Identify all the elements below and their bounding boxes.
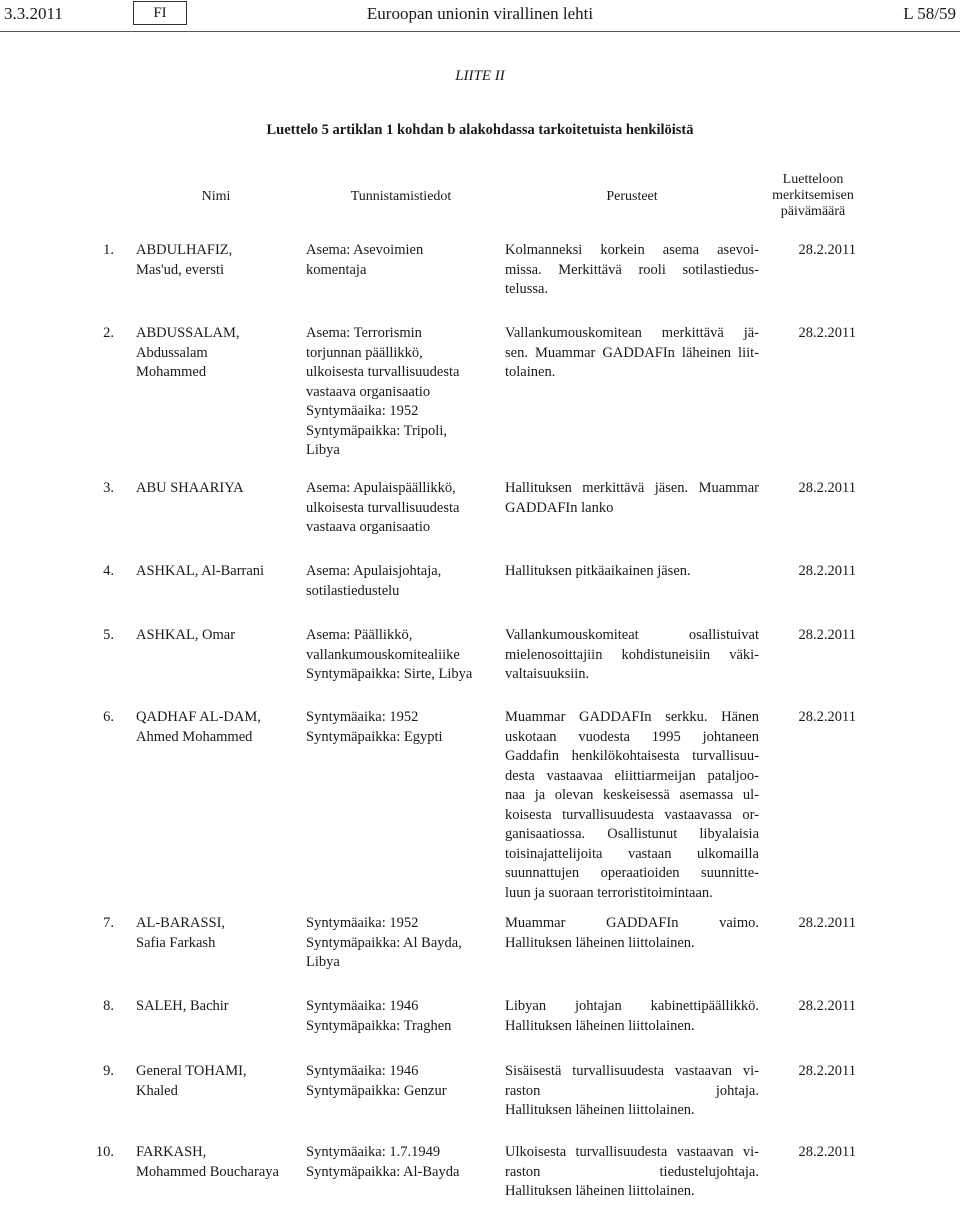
identifying-info-line: Syntymäpaikka: Al-Bayda (306, 1163, 460, 1180)
listing-reasons (505, 562, 759, 582)
column-header-listing-date (770, 172, 856, 220)
listing-reasons-line: Muammar GADDAFIn serkku. Hänen (505, 709, 759, 725)
person-name (136, 1143, 296, 1182)
identifying-info-line: ulkoisesta turvallisuudesta (306, 364, 460, 380)
person-name-line: ABU SHAARIYA (136, 480, 244, 496)
identifying-info-line: Asema: Päällikkö, (306, 627, 413, 643)
identifying-info-line: vastaava organisaatio (306, 519, 431, 535)
listing-reasons-line: raston johtaja. (505, 1082, 759, 1099)
listing-reasons-line: ganisaatiossa. Osallistunut libyalaisia (505, 826, 759, 842)
person-name (136, 562, 296, 582)
person-name-line: Mohammed Boucharaya (136, 1163, 279, 1180)
listing-reasons-line: Muammar GADDAFIn vaimo. (505, 915, 759, 931)
identifying-info (306, 1062, 496, 1101)
person-name-line: AL-BARASSI, (136, 915, 226, 931)
person-name (136, 708, 296, 747)
row-number: 3. (103, 480, 114, 496)
person-name-line: Ahmed Mohammed (136, 728, 253, 745)
listing-reasons (505, 241, 759, 300)
person-name-line: Mas'ud, eversti (136, 261, 224, 278)
row-number: 5. (103, 627, 114, 643)
identifying-info-line: Asema: Terrorismin (306, 325, 422, 341)
listing-reasons (505, 1143, 759, 1202)
listing-reasons-line: Hallituksen merkittävä jäsen. Muammar (505, 480, 759, 496)
row-number: 4. (103, 563, 114, 579)
identifying-info-line: Asema: Apulaisjohtaja, (306, 563, 442, 579)
person-name (136, 241, 296, 280)
listing-reasons-line: suunnattujen operaatioiden suunnitte- (505, 865, 759, 881)
row-number: 2. (103, 325, 114, 341)
column-header-listing-date-line: Luetteloon (782, 172, 844, 187)
person-name-line: ABDULHAFIZ, (136, 242, 233, 258)
listing-date: 28.2.2011 (798, 998, 856, 1014)
person-name-line: Khaled (136, 1082, 178, 1099)
page-header (0, 0, 960, 32)
listing-reasons-line: valtaisuuksiin. (505, 666, 590, 682)
listing-reasons-line: naa ja olevan keskeisessä asemassa ul- (505, 787, 759, 803)
person-name (136, 997, 296, 1017)
listing-reasons-line: GADDAFIn lanko (505, 499, 614, 516)
person-name (136, 1062, 296, 1101)
listing-date: 28.2.2011 (798, 1063, 856, 1079)
identifying-info-line: Asema: Asevoimien (306, 242, 424, 258)
row-number: 9. (103, 1063, 114, 1079)
row-number: 7. (103, 915, 114, 931)
identifying-info-line: torjunnan päällikkö, (306, 344, 423, 361)
listing-reasons (505, 324, 759, 383)
listing-date: 28.2.2011 (798, 915, 856, 931)
listing-reasons-line: tolainen. (505, 364, 556, 380)
listing-reasons-line: Hallituksen läheinen liittolainen. (505, 1017, 695, 1034)
listing-date: 28.2.2011 (798, 563, 856, 579)
listing-reasons (505, 997, 759, 1036)
identifying-info-line: vastaava organisaatio (306, 383, 431, 400)
identifying-info-line: ulkoisesta turvallisuudesta (306, 499, 460, 516)
identifying-info-line: Syntymäaika: 1952 (306, 709, 419, 725)
listing-date: 28.2.2011 (798, 627, 856, 643)
person-name (136, 324, 296, 383)
identifying-info-line: Syntymäpaikka: Al Bayda, (306, 934, 462, 951)
listing-reasons-line: Vallankumouskomitean merkittävä jä- (505, 325, 759, 341)
identifying-info-line: komentaja (306, 261, 367, 278)
listing-reasons-line: mielenosoittajiin kohdistuneisiin väki- (505, 646, 759, 663)
identifying-info-line: Syntymäaika: 1946 (306, 1063, 419, 1079)
person-name-line: FARKASH, (136, 1144, 207, 1160)
listing-reasons-line: telussa. (505, 281, 549, 297)
identifying-info (306, 914, 496, 973)
listing-reasons-line: Hallituksen läheinen liittolainen. (505, 1102, 695, 1118)
identifying-info-line: vallankumouskomitealiike (306, 646, 460, 663)
column-header-listing-date-line: päivämäärä (780, 204, 846, 219)
person-name-line: SALEH, Bachir (136, 998, 229, 1014)
header-rule (0, 31, 960, 32)
identifying-info-line: sotilastiedustelu (306, 582, 400, 599)
listing-reasons (505, 914, 759, 953)
identifying-info-line: Syntymäpaikka: Egypti (306, 728, 443, 745)
identifying-info (306, 241, 496, 280)
page-number: L 58/59 (903, 4, 956, 23)
identifying-info-line: Syntymäaika: 1952 (306, 403, 419, 419)
listing-reasons-line: toisinajattelijoita vastaan ulkomailla (505, 845, 759, 862)
identifying-info (306, 708, 496, 747)
identifying-info-line: Syntymäpaikka: Sirte, Libya (306, 666, 473, 682)
listing-reasons-line: raston tiedustelujohtaja. (505, 1163, 759, 1180)
identifying-info-line: Libya (306, 954, 340, 970)
listing-date: 28.2.2011 (798, 242, 856, 258)
column-header-listing-date-line: merkitsemisen (772, 188, 854, 203)
identifying-info (306, 324, 496, 461)
identifying-info-line: Libya (306, 442, 340, 458)
identifying-info (306, 1143, 496, 1182)
person-name (136, 914, 296, 953)
listing-reasons-line: sen. Muammar GADDAFIn läheinen liit- (505, 344, 759, 361)
journal-title: Euroopan unionin virallinen lehti (366, 4, 594, 23)
listing-date: 28.2.2011 (798, 325, 856, 341)
publication-date: 3.3.2011 (4, 4, 63, 23)
listing-reasons-line: Hallituksen pitkäaikainen jäsen. (505, 563, 691, 579)
listing-reasons (505, 1062, 759, 1121)
listing-reasons-line: Vallankumouskomiteat osallistuivat (505, 627, 759, 643)
person-name-line: Abdussalam (136, 344, 208, 361)
listing-reasons-line: luun ja suoraan terroristitoimintaan. (505, 884, 713, 901)
person-name-line: Mohammed (136, 364, 207, 380)
listing-reasons-line: Hallituksen läheinen liittolainen. (505, 1183, 695, 1199)
listing-reasons-line: missa. Merkittävä rooli sotilastiedus- (505, 261, 759, 278)
listing-reasons-line: Kolmanneksi korkein asema asevoi- (505, 242, 759, 258)
annex-label: LIITE II (455, 68, 505, 84)
listing-reasons-line: Sisäisestä turvallisuudesta vastaavan vi- (505, 1063, 759, 1079)
person-name-line: ASHKAL, Al-Barrani (136, 563, 265, 579)
row-number: 10. (95, 1144, 114, 1160)
person-name-line: QADHAF AL-DAM, (136, 709, 261, 725)
identifying-info-line: Asema: Apulaispäällikkö, (306, 480, 456, 496)
identifying-info-line: Syntymäpaikka: Genzur (306, 1082, 447, 1099)
row-number: 1. (103, 242, 114, 258)
identifying-info-line: Syntymäaika: 1952 (306, 915, 419, 931)
language-badge: FI (133, 1, 187, 25)
identifying-info (306, 479, 496, 538)
listing-reasons (505, 479, 759, 518)
identifying-info (306, 997, 496, 1036)
row-number: 8. (103, 998, 114, 1014)
listing-reasons-line: uskotaan vuodesta 1995 johtaneen (505, 728, 759, 745)
row-number: 6. (103, 709, 114, 725)
identifying-info-line: Syntymäaika: 1946 (306, 998, 419, 1014)
identifying-info (306, 562, 496, 601)
identifying-info-line: Syntymäaika: 1.7.1949 (306, 1144, 441, 1160)
listing-date: 28.2.2011 (798, 480, 856, 496)
listing-reasons-line: Hallituksen läheinen liittolainen. (505, 934, 695, 951)
column-header-name: Nimi (201, 189, 231, 204)
identifying-info-line: Syntymäpaikka: Traghen (306, 1017, 452, 1034)
listing-reasons-line: Gaddafin henkilökohtaisesta turvallisuu- (505, 748, 759, 764)
person-name-line: General TOHAMI, (136, 1063, 247, 1079)
person-name (136, 479, 296, 499)
listing-reasons-line: Ulkoisesta turvallisuudesta vastaavan vi- (505, 1144, 759, 1160)
person-name-line: Safia Farkash (136, 934, 216, 951)
identifying-info-line: Syntymäpaikka: Tripoli, (306, 422, 447, 439)
person-name-line: ASHKAL, Omar (136, 627, 236, 643)
column-header-basis: Perusteet (606, 189, 658, 204)
document-title: Luettelo 5 artiklan 1 kohdan b alakohdassa tarkoitetuista henkilöistä (266, 122, 694, 138)
column-header-identification: Tunnistamistiedot (350, 189, 452, 204)
person-name-line: ABDUSSALAM, (136, 325, 240, 341)
listing-date: 28.2.2011 (798, 709, 856, 725)
person-name (136, 626, 296, 646)
listing-reasons (505, 626, 759, 685)
listing-date: 28.2.2011 (798, 1144, 856, 1160)
identifying-info (306, 626, 496, 685)
listing-reasons-line: Libyan johtajan kabinettipäällikkö. (505, 998, 759, 1014)
listing-reasons (505, 708, 759, 903)
listing-reasons-line: desta vastaavaa eliittiarmeijan pataljoo- (505, 767, 759, 784)
listing-reasons-line: koisesta turvallisuudesta vastaavassa or- (505, 806, 759, 823)
